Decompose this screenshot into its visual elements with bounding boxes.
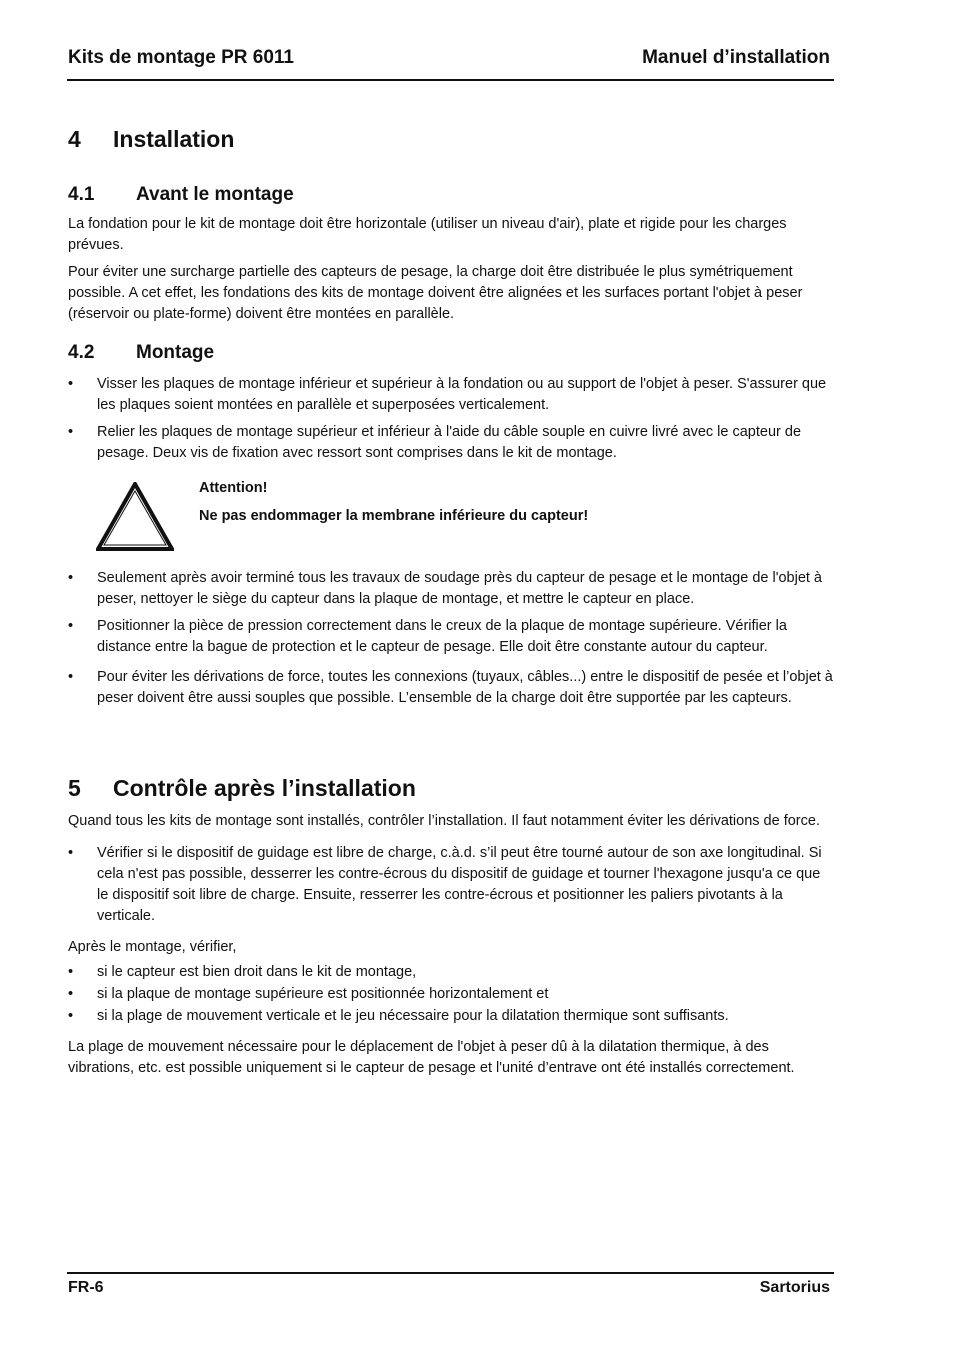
- list-item: • Relier les plaques de montage supérieur et inférieur à l'aide du câble souple en cuivre livré avec le capteur de pesage. Deux vis de fixation avec ressort sont comprises dans le kit de montage.: [68, 422, 834, 464]
- section-4-1-heading: [68, 180, 834, 210]
- attention-title: Attention!: [199, 480, 268, 496]
- section-4-2-title: Montage: [136, 342, 215, 363]
- page-footer: [67, 1272, 834, 1296]
- paragraph: Après le montage, vérifier,: [68, 939, 237, 955]
- attention-notice: [68, 474, 834, 560]
- section-4-1-title: Avant le montage: [136, 184, 294, 205]
- checklist: [68, 962, 834, 1027]
- section-4-title: Installation: [113, 126, 235, 152]
- page-number: FR-6: [68, 1279, 104, 1296]
- paragraph: Quand tous les kits de montage sont installés, contrôler l’installation. Il faut notamment éviter les dérivations de force.: [68, 813, 820, 829]
- list-item: • si la plage de mouvement verticale et le jeu nécessaire pour la dilatation thermique sont suffisants.: [68, 1006, 834, 1027]
- list-item: • Visser les plaques de montage inférieur et supérieur à la fondation ou au support de l'objet à peser. S'assurer que les plaques soient montées en parallèle et superposées verticalement.: [68, 374, 834, 416]
- paragraph: Pour éviter une surcharge partielle des capteurs de pesage, la charge doit être distribuée le plus symétriquement possible. A cet effet, les fondations des kits de montage doivent être alignées et les surfaces portant l'objet à peser (réservoir ou plate-forme) doivent être montées en parallèle.: [68, 264, 803, 322]
- section-5-title: Contrôle après l’installation: [113, 775, 416, 801]
- section-5-heading: [68, 769, 834, 807]
- warning-triangle-icon: [96, 482, 174, 552]
- header-manual-name: Manuel d’installation: [642, 47, 830, 68]
- section-5-number: 5: [68, 775, 81, 801]
- list-item: • Pour éviter les dérivations de force, toutes les connexions (tuyaux, câbles...) entre le dispositif de pesée et l’objet à peser doivent être aussi souples que possible. L’ensemble de la charge doit être supportée par les capteurs.: [68, 667, 834, 709]
- section-4-heading: [68, 120, 834, 158]
- section-4-2-heading: [68, 338, 834, 368]
- paragraph: La plage de mouvement nécessaire pour le déplacement de l'objet à peser dû à la dilatation thermique, à des vibrations, etc. est possible uniquement si le capteur de pesage et l'unité d’entrave ont été installés correctement.: [68, 1039, 795, 1076]
- bullet-list: [68, 374, 834, 464]
- section-4-1-number: 4.1: [68, 184, 95, 205]
- list-item: • Seulement après avoir terminé tous les travaux de soudage près du capteur de pesage et le montage de l'objet à peser, nettoyer le siège du capteur dans la plaque de montage, et mettre le capteur en place.: [68, 568, 834, 610]
- list-item: • si le capteur est bien droit dans le kit de montage,: [68, 962, 834, 983]
- list-item: • Positionner la pièce de pression correctement dans le creux de la plaque de montage supérieure. Vérifier la distance entre la bague de protection et le capteur de pesage. Elle doit être constante autour du capteur.: [68, 616, 834, 658]
- attention-text: Ne pas endommager la membrane inférieure du capteur!: [199, 508, 589, 524]
- paragraph: La fondation pour le kit de montage doit être horizontale (utiliser un niveau d'air), plate et rigide pour les charges prévues.: [68, 216, 787, 253]
- list-item: • Vérifier si le dispositif de guidage est libre de charge, c.à.d. s’il peut être tourné autour de son axe longitudinal. Si cela n'est pas possible, desserrer les contre-écrous du dispositif de guidage et tourner l'hexagone jusqu'a ce que le dispositif soit libre de charge. Ensuite, resserrer les contre-écrous et positionner les paliers pivotants à la verticale.: [68, 843, 834, 927]
- section-4-number: 4: [68, 126, 81, 152]
- bullet-list: [68, 568, 834, 709]
- section-4-2-number: 4.2: [68, 342, 95, 363]
- bullet-list: [68, 843, 834, 927]
- list-item: • si la plaque de montage supérieure est positionnée horizontalement et: [68, 984, 834, 1005]
- page-header: [67, 47, 834, 81]
- header-title: Kits de montage PR 6011: [68, 47, 294, 68]
- page-content: [68, 120, 834, 1079]
- footer-brand: Sartorius: [759, 1279, 830, 1296]
